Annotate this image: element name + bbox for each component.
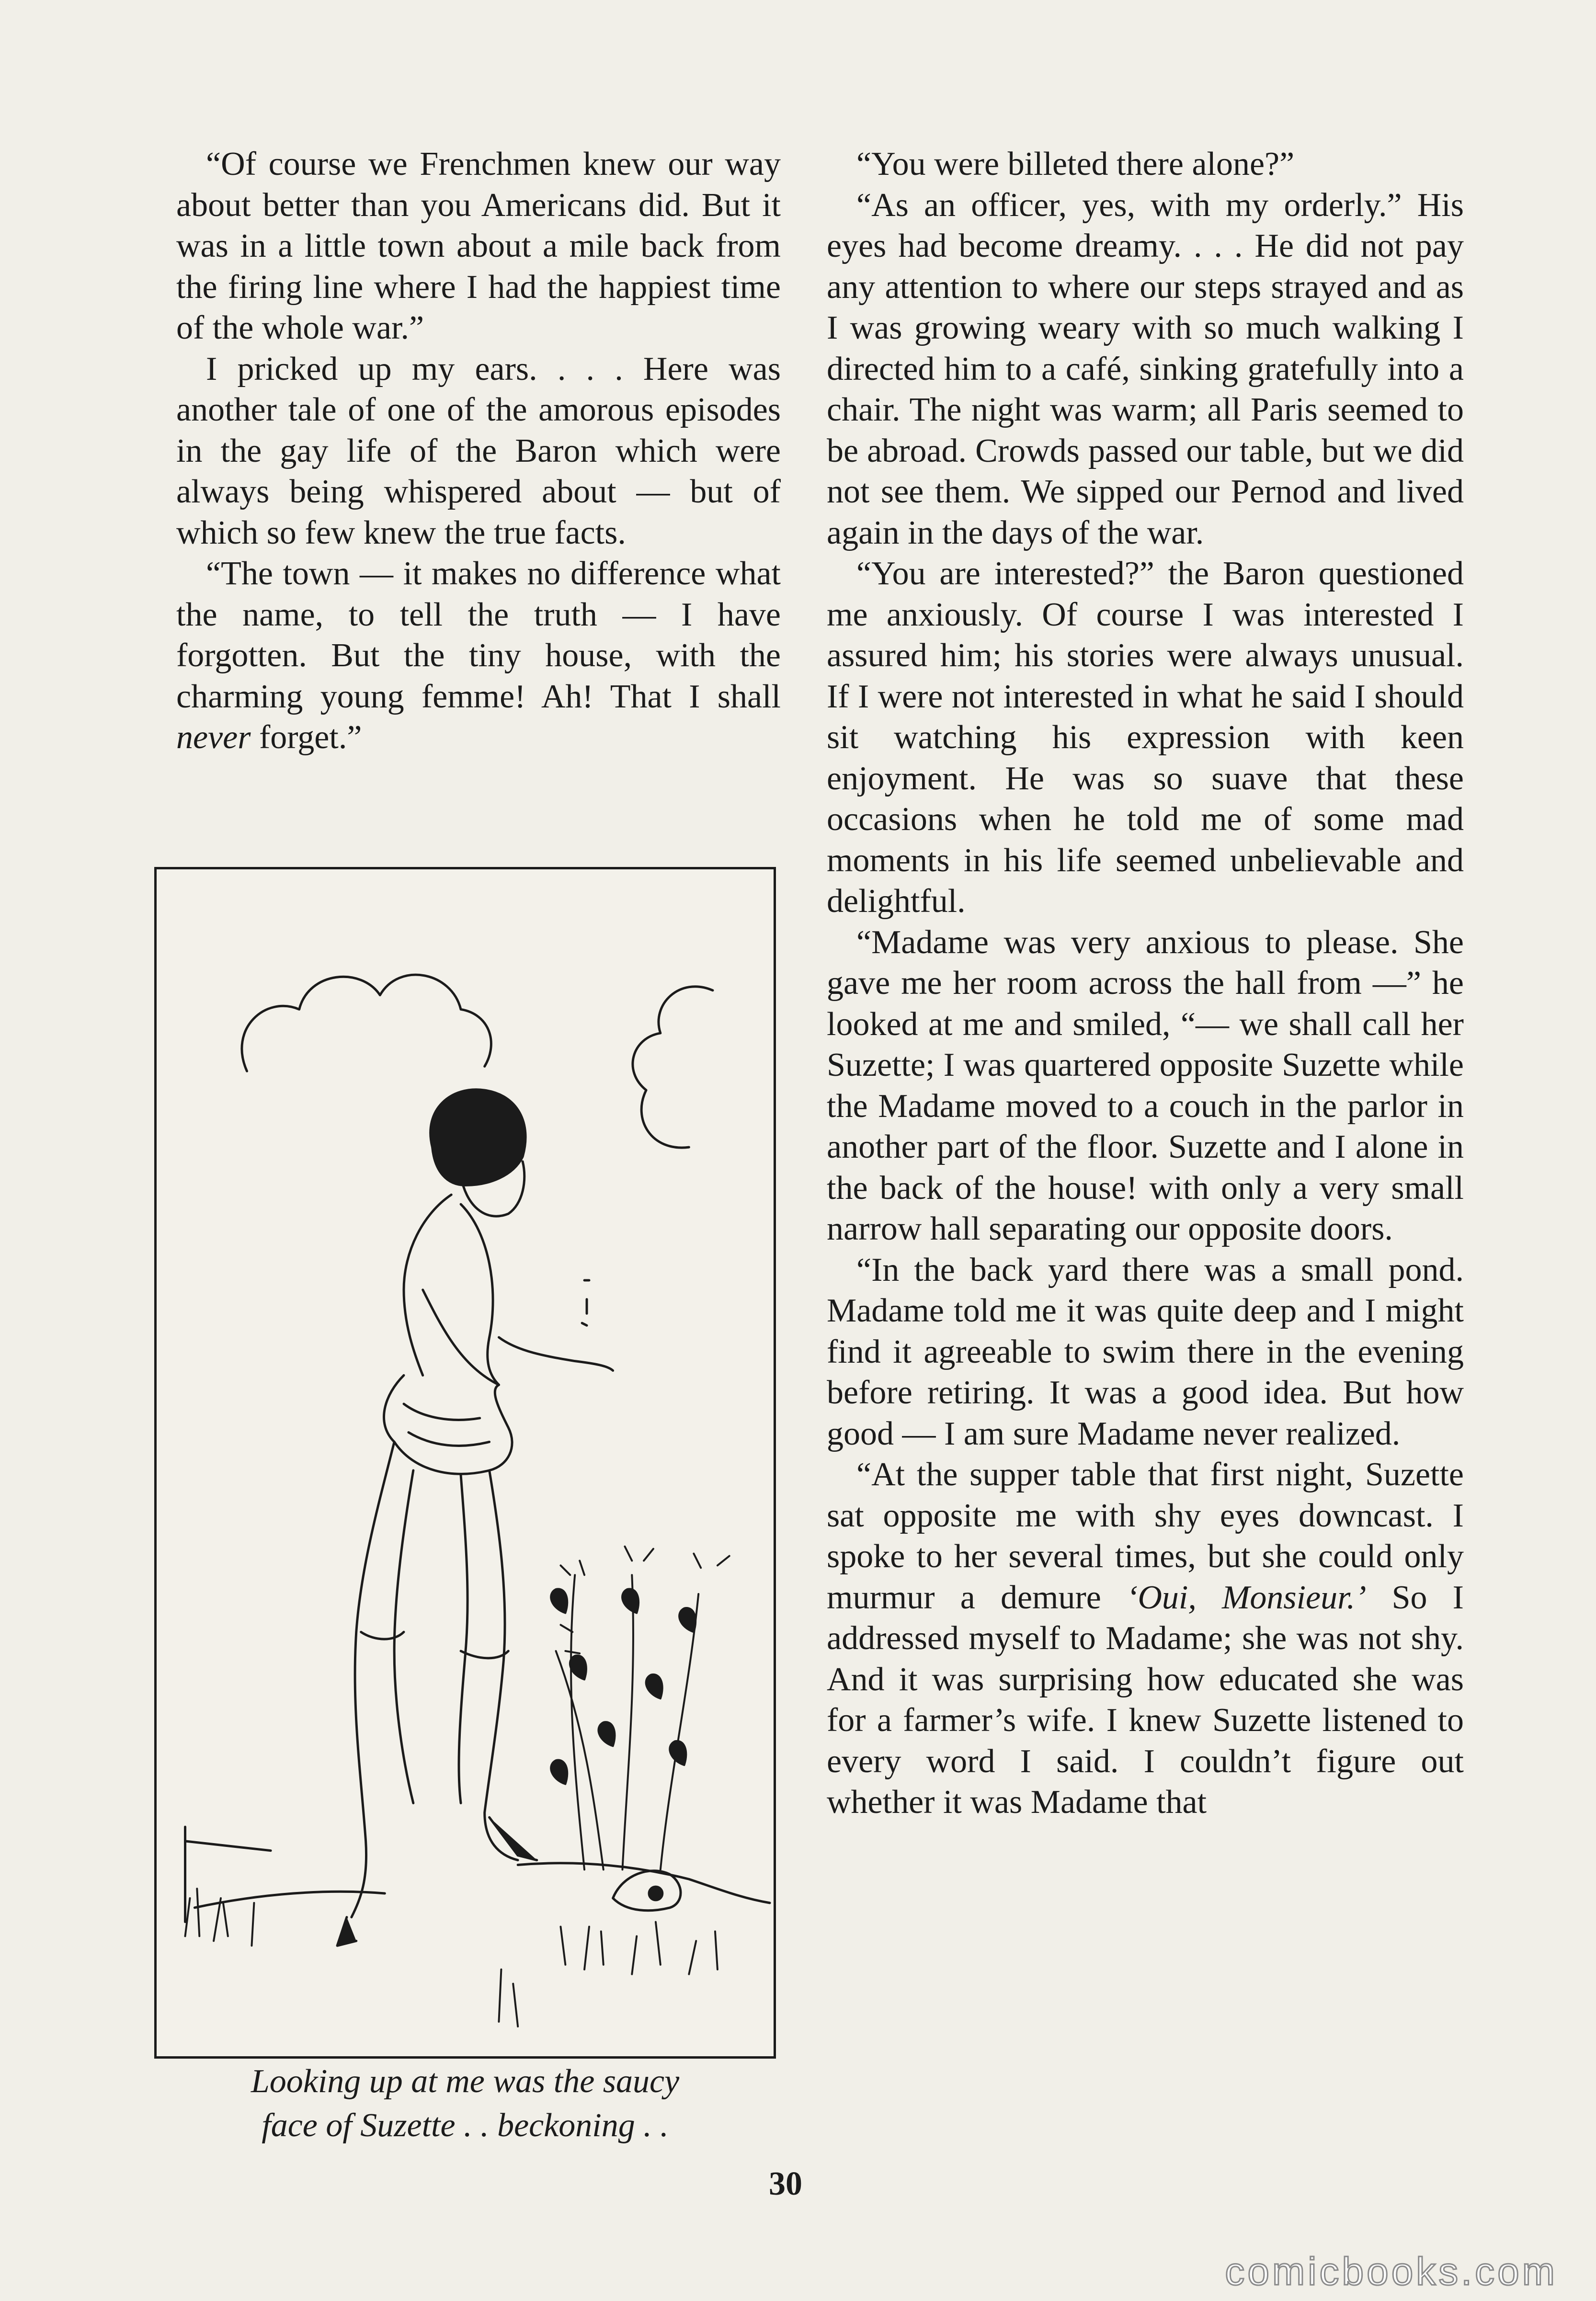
emphasis-text: ‘Oui, Monsieur.’	[1127, 1579, 1367, 1616]
leg-left	[352, 1442, 394, 1917]
paragraph: “Madame was very anxious to please. She gave me her room across the hall from —” he looked at me and smiled, “— we shall call her Suzette; I was quartered opposite Suzette while the Madame moved to a couch in the parlor in another part of the floor. Suzette and I alone in the back of the house! with only a very small narrow hall separating our opposite doors.	[827, 923, 1464, 1247]
skirt	[384, 1375, 513, 1474]
paragraph	[176, 553, 781, 758]
paragraph-text: “At the supper table that first night, Suzette sat opposite me with shy eyes downcast. I spoke to her several times, but she could only murmur a demure	[827, 1456, 1464, 1616]
paragraph-text: “The town — it makes no difference what the name, to tell the truth — I have forgotten. But the tiny house, with the charming young femme! Ah! That I shall	[176, 555, 781, 715]
shoes	[337, 1817, 537, 1946]
paragraph: “You are interested?” the Baron questioned me anxiously. Of course I was interested I assured him; his stories were always unusual. If I were not interested in what he said I should sit watching his expression with keen enjoyment. He was so suave that these occasions when he told me of some mad moments in his life seemed unbelievable and delightful.	[827, 555, 1464, 920]
caption-line: Looking up at me was the saucy	[251, 2063, 680, 2100]
rock	[613, 1871, 681, 1911]
leg-right	[485, 1470, 518, 1860]
paragraph: I pricked up my ears. . . . Here was another tale of one of the amorous episodes in the gay life of the Baron which were always being whispered about — but of which so few knew the true facts.	[176, 350, 781, 551]
paragraph: “As an officer, yes, with my orderly.” His eyes had become dreamy. . . . He did not pay any attention to where our steps strayed and as I was growing weary with so much walking I directed him to a café, sinking gratefully into a chair. The night was warm; all Paris seemed to be abroad. Crowds passed our table, but we did not see them. We sipped our Pernod and lived again in the days of the war.	[827, 186, 1464, 551]
arm-front	[499, 1337, 613, 1370]
right-text-column	[827, 144, 1464, 1823]
bush	[551, 1547, 730, 1870]
stocking-tops	[361, 1632, 509, 1658]
caption-line: face of Suzette . . beckoning . .	[262, 2107, 669, 2144]
paragraph-text: forget.”	[251, 719, 362, 756]
cloud-left	[242, 975, 491, 1071]
paragraph-text: So I addressed myself to Madame; she was not shy. And it was surprising how educated she was for a farmer’s wife. I knew Suzette listened to every word I said. I couldn’t figure out whether it was Madame that	[827, 1579, 1464, 1821]
paragraph: “You were billeted there alone?”	[856, 146, 1295, 182]
hair	[431, 1090, 525, 1185]
sky-dashes	[582, 1280, 589, 1325]
illustration-caption	[154, 2060, 776, 2148]
torso	[404, 1195, 451, 1375]
cloud-right	[633, 987, 713, 1148]
arm-back	[423, 1290, 499, 1385]
ground	[194, 1863, 770, 1908]
paragraph	[827, 1454, 1464, 1823]
page-number: 30	[769, 2165, 802, 2202]
paragraph: “In the back yard there was a small pond. Madame told me it was quite deep and I might find it agreeable to swim there in the evening before retiring. It was a good idea. But how good — I am sure Madame never realized.	[827, 1251, 1464, 1452]
watermark: comicbooks.com	[1225, 2250, 1558, 2293]
back	[461, 1204, 499, 1385]
emphasis-text: never	[176, 719, 251, 756]
paragraph: “Of course we Frenchmen knew our way about better than you Americans did. But it was in a little town about a mile back from the firing line where I had the happiest time of the whole war.”	[176, 146, 781, 346]
left-text-column	[176, 144, 781, 758]
illustration	[154, 867, 776, 2059]
illustration-drawing	[157, 869, 774, 2056]
